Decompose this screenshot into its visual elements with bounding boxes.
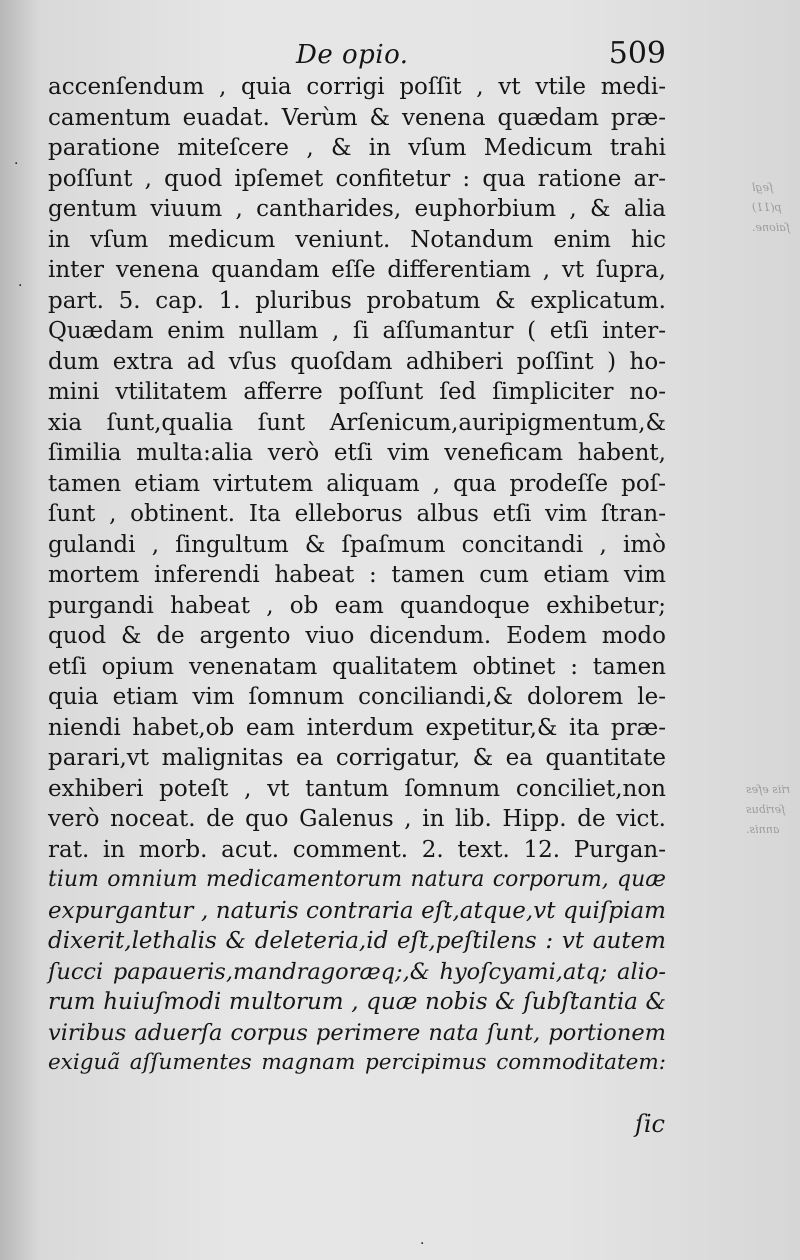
text-line-italic: ſucci papaueris,mandragoræq;,& hyoſcyami,atq; alio-: [48, 958, 666, 985]
text-line: gentum viuum , cantharides, euphorbium , & alia: [48, 196, 666, 222]
text-line: mortem inferendi habeat : tamen cum etiam vim: [48, 562, 666, 588]
text-line-italic: rum huiuſmodi multorum , quæ nobis & ſubſtantia &: [48, 989, 666, 1015]
bleed-through-text: ſegl p(11) ſaione.: [752, 181, 790, 234]
speck: ·: [420, 1236, 425, 1252]
text-line-italic: exiguã aſſumentes magnam percipimus commoditatem:: [48, 1050, 666, 1075]
text-line: inter venena quandam eſſe differentiam , vt ſupra,: [48, 257, 666, 283]
speck: ·: [18, 278, 23, 294]
text-line: in vſum medicum veniunt. Notandum enim hic: [48, 226, 666, 253]
text-line: exhiberi poteſt , vt tantum ſomnum conciliet,non: [48, 775, 666, 802]
text-line: verò noceat. de quo Galenus , in lib. Hipp. de vict.: [48, 806, 666, 832]
text-line: accenſendum , quia corrigi poſſit , vt vtile medi-: [48, 74, 666, 100]
text-line: Quædam enim nullam , ſi aſſumantur ( etſi inter-: [48, 318, 666, 344]
speck: ·: [14, 156, 19, 172]
text-line: rat. in morb. acut. comment. 2. text. 12. Purgan-: [48, 836, 666, 863]
page-number: 509: [608, 36, 666, 71]
catchword: ſic: [635, 1110, 665, 1138]
text-line-italic: expurgantur , naturis contraria eſt,atque,vt quiſpiam: [48, 897, 666, 924]
text-line: paratione miteſcere , & in vſum Medicum trahi: [48, 135, 666, 161]
text-line: etſi opium venenatam qualitatem obtinet : tamen: [48, 653, 666, 680]
bleed-through-text: riis efes ſeribus annis.: [745, 783, 790, 836]
text-line-italic: tium omnium medicamentorum natura corporum, quæ: [48, 867, 666, 892]
text-line: quod & de argento viuo dicendum. Eodem modo: [48, 623, 666, 649]
text-line: purgandi habeat , ob eam quandoque exhibetur;: [48, 592, 666, 619]
text-line: niendi habet,ob eam interdum expetitur,& ita præ-: [48, 714, 666, 741]
text-line: tamen etiam virtutem aliquam , qua prodeſſe poſ-: [48, 470, 666, 497]
text-line: mini vtilitatem afferre poſſunt ſed ſimpliciter no-: [48, 379, 666, 405]
text-line-italic: dixerit,lethalis & deleteria,id eſt,peſtilens : vt autem: [48, 928, 666, 954]
text-line-italic: viribus aduerſa corpus perimere nata ſunt, portionem: [48, 1019, 666, 1046]
text-line: quia etiam vim ſomnum conciliandi,& dolorem le-: [48, 684, 666, 710]
text-line: dum extra ad vſus quoſdam adhiberi poſſint ) ho-: [48, 348, 666, 375]
running-head: De opio.: [296, 40, 409, 70]
text-line: part. 5. cap. 1. pluribus probatum & explicatum.: [48, 287, 666, 314]
text-line: poſſunt , quod ipſemet confitetur : qua ratione ar-: [48, 165, 666, 192]
text-line: ſimilia multa:alia verò etſi vim veneficam habent,: [48, 440, 666, 466]
body-text: [48, 72, 666, 1079]
text-line: gulandi , ſingultum & ſpaſmum concitandi , imò: [48, 531, 666, 558]
text-line: camentum euadat. Verùm & venena quædam præ-: [48, 104, 666, 131]
text-line: ſunt , obtinent. Ita elleborus albus etſi vim ſtran-: [48, 501, 666, 527]
text-line: xia ſunt,qualia ſunt Arſenicum,auripigmentum,&: [48, 409, 666, 436]
text-line: parari,vt malignitas ea corrigatur, & ea quantitate: [48, 745, 666, 771]
